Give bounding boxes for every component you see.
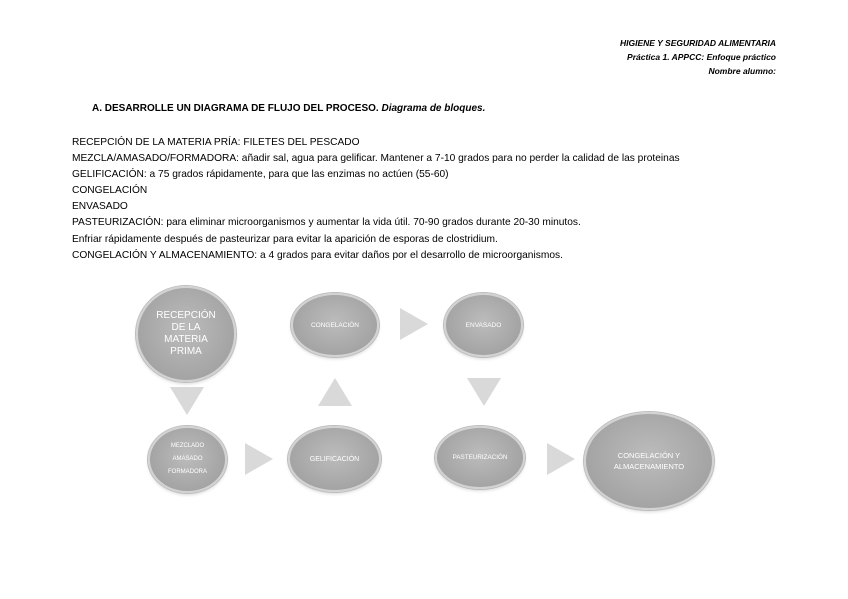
process-step: GELIFICACIÓN: a 75 grados rápidamente, para que las enzimas no actúen (55-60) bbox=[72, 169, 449, 181]
node-label: CONGELACIÓN Y ALMACENAMIENTO bbox=[613, 451, 685, 471]
arrow-up-icon bbox=[318, 378, 352, 406]
header-student-name: Nombre alumno: bbox=[708, 66, 776, 76]
node-label: MEZCLADO AMASADO FORMADORA bbox=[168, 443, 207, 475]
process-step: ENVASADO bbox=[72, 201, 128, 213]
node-label: GELIFICACIÓN bbox=[309, 455, 360, 463]
node-recepcion bbox=[136, 286, 236, 382]
node-almacenamiento bbox=[584, 412, 714, 510]
arrow-right-icon bbox=[400, 308, 428, 340]
node-mezclado bbox=[148, 426, 227, 493]
header-practice-title: Práctica 1. APPCC: Enfoque práctico bbox=[627, 52, 776, 62]
node-label: PASTEURIZACIÓN bbox=[452, 454, 508, 461]
process-step: Enfriar rápidamente después de pasteurizar para evitar la aparición de esporas de clostridium. bbox=[72, 233, 498, 245]
process-step: CONGELACIÓN bbox=[72, 185, 148, 197]
node-gelificacion bbox=[288, 426, 381, 492]
process-step: CONGELACIÓN Y ALMACENAMIENTO: a 4 grados para evitar daños por el desarrollo de microorganismos. bbox=[72, 249, 563, 261]
section-title-main: A. DESARROLLE UN DIAGRAMA DE FLUJO DEL PROCESO. bbox=[92, 103, 379, 114]
node-congelacion bbox=[291, 293, 379, 357]
arrow-right-icon bbox=[547, 443, 575, 475]
process-step: MEZCLA/AMASADO/FORMADORA: añadir sal, agua para gelificar. Mantener a 7-10 grados para no perder la calidad de las proteinas bbox=[72, 153, 680, 165]
node-label: CONGELACIÓN bbox=[310, 321, 360, 329]
node-label: ENVASADO bbox=[465, 321, 502, 329]
node-label: RECEPCIÓN DE LA MATERIA PRIMA bbox=[156, 310, 216, 357]
header-course-title: HIGIENE Y SEGURIDAD ALIMENTARIA bbox=[619, 38, 776, 48]
process-step: PASTEURIZACIÓN: para eliminar microorganismos y aumentar la vida útil. 70-90 grados durante 20-30 minutos. bbox=[72, 217, 581, 229]
node-pasteurizacion bbox=[435, 426, 525, 489]
arrow-down-icon bbox=[467, 378, 501, 406]
arrow-down-icon bbox=[170, 387, 204, 415]
section-title-subtitle: Diagrama de bloques. bbox=[381, 103, 486, 114]
process-step: RECEPCIÓN DE LA MATERIA PRÍA: FILETES DEL PESCADO bbox=[72, 137, 360, 148]
arrow-right-icon bbox=[245, 443, 273, 475]
node-envasado bbox=[444, 293, 523, 357]
